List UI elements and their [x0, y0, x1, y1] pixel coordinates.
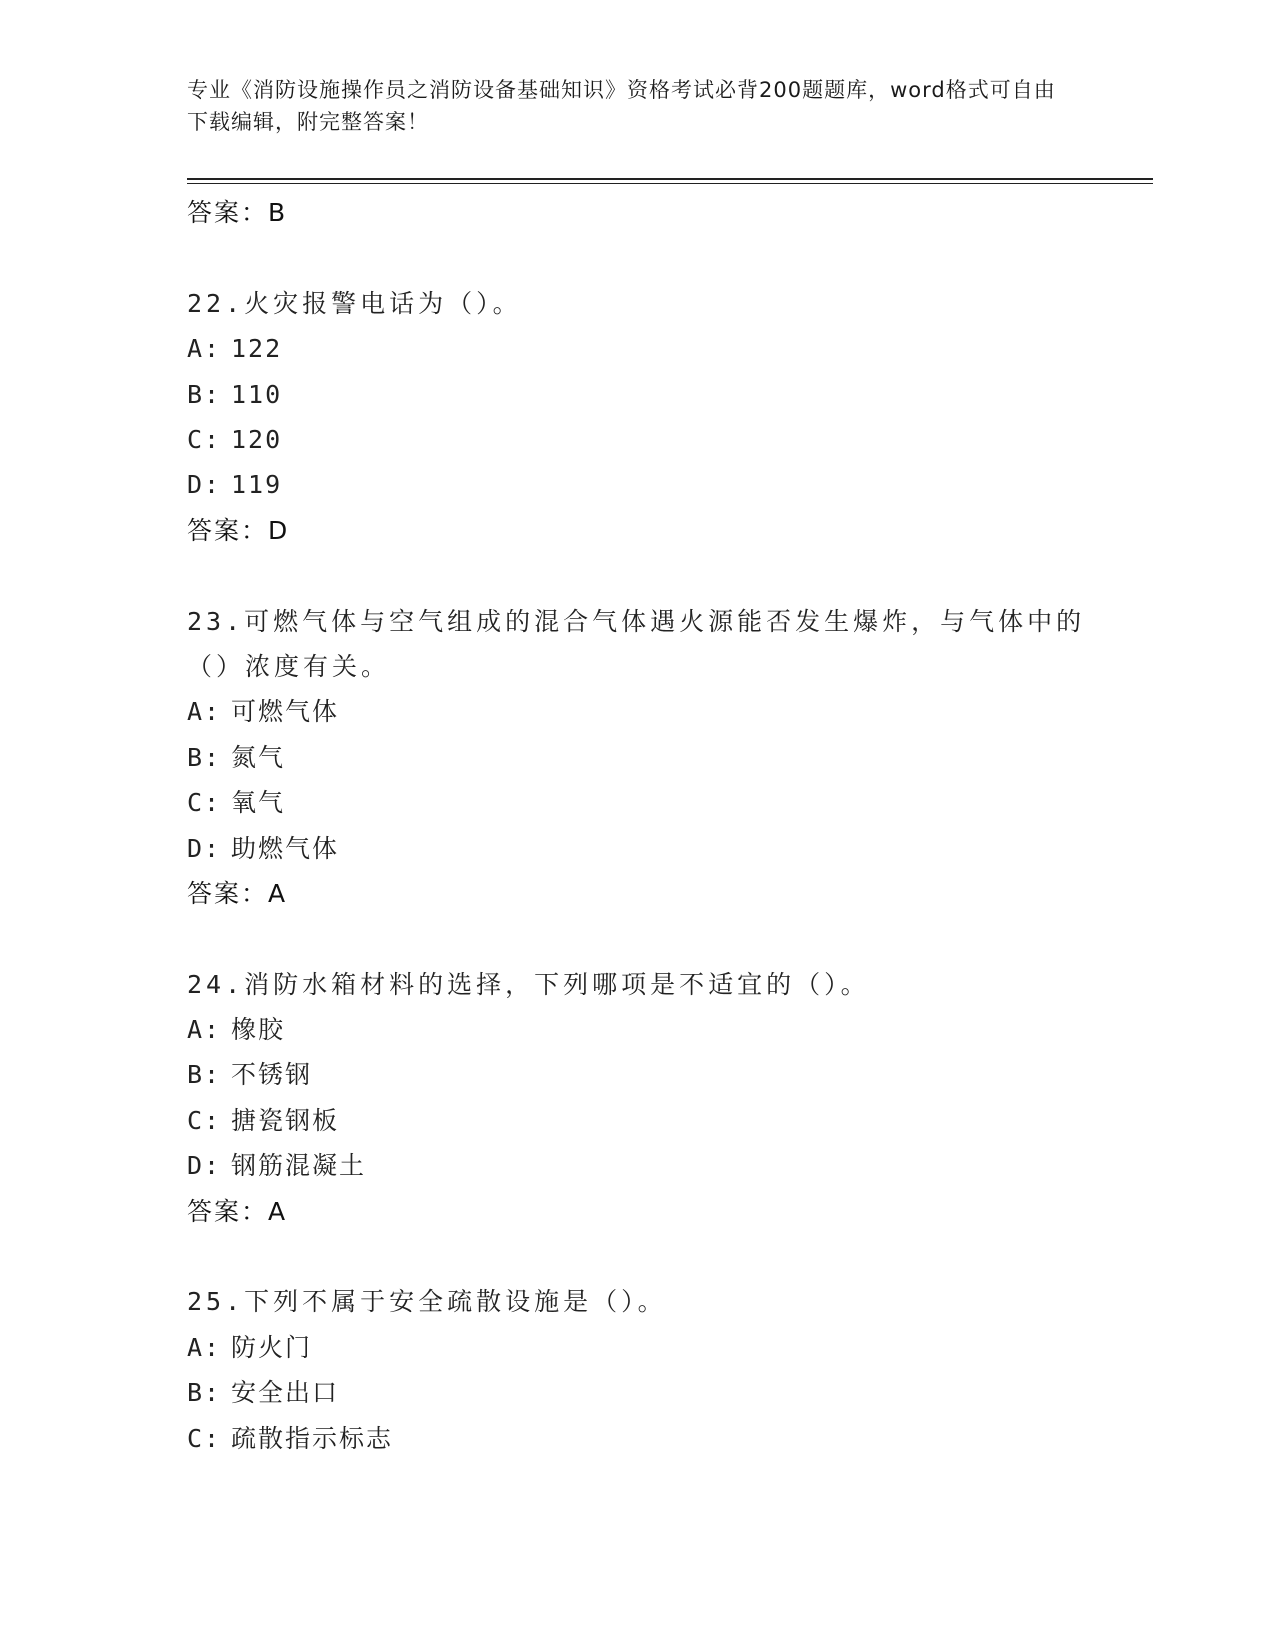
- answer-line: 答案：A: [187, 1196, 288, 1226]
- option-b: [187, 735, 1087, 780]
- option-value: 氧气: [231, 788, 286, 818]
- option-key: B:: [187, 1378, 222, 1408]
- option-value: 橡胶: [231, 1015, 286, 1045]
- question-text: 24.消防水箱材料的选择，下列哪项是不适宜的（）。: [187, 969, 870, 999]
- question-list: [187, 190, 1087, 1461]
- option-key: B:: [187, 742, 222, 772]
- option-d: [187, 462, 1087, 507]
- option-key: C:: [187, 1105, 222, 1135]
- option-c: [187, 1098, 1087, 1143]
- option-key: A:: [187, 1332, 222, 1362]
- question-block: [187, 599, 1087, 917]
- previous-answer: 答案：B: [187, 198, 288, 227]
- option-key: A:: [187, 1015, 222, 1045]
- spacer: [187, 553, 1087, 598]
- option-a: [187, 1325, 1087, 1370]
- option-key: D:: [187, 833, 222, 863]
- answer-line: 答案：A: [187, 878, 288, 908]
- option-value: 110: [231, 379, 283, 409]
- option-value: 可燃气体: [231, 697, 340, 727]
- option-c: [187, 1416, 1087, 1461]
- answer-line: 答案：D: [187, 515, 290, 545]
- option-value: 120: [231, 424, 283, 454]
- question-text: 22.火灾报警电话为（）。: [187, 288, 522, 318]
- option-value: 氮气: [231, 742, 286, 772]
- option-value: 防火门: [231, 1332, 313, 1362]
- header-rule-thin: [187, 183, 1153, 184]
- option-key: A:: [187, 334, 222, 364]
- option-key: B:: [187, 1060, 222, 1090]
- spacer: [187, 235, 1087, 280]
- option-value: 119: [231, 470, 283, 500]
- spacer: [187, 916, 1087, 961]
- spacer: [187, 1234, 1087, 1279]
- option-value: 助燃气体: [231, 833, 340, 863]
- option-key: A:: [187, 697, 222, 727]
- option-d: [187, 826, 1087, 871]
- option-c: [187, 780, 1087, 825]
- option-c: [187, 417, 1087, 462]
- option-value: 不锈钢: [231, 1060, 313, 1090]
- question-text: 25.下列不属于安全疏散设施是（）。: [187, 1287, 667, 1317]
- option-b: [187, 372, 1087, 417]
- option-key: C:: [187, 424, 222, 454]
- option-a: [187, 689, 1087, 734]
- option-key: D:: [187, 470, 222, 500]
- option-b: [187, 1370, 1087, 1415]
- option-key: D:: [187, 1151, 222, 1181]
- header-rule-thick: [187, 178, 1153, 180]
- option-d: [187, 1143, 1087, 1188]
- option-value: 搪瓷钢板: [231, 1105, 340, 1135]
- option-a: [187, 1007, 1087, 1052]
- option-key: C:: [187, 788, 222, 818]
- option-b: [187, 1052, 1087, 1097]
- question-block: [187, 1279, 1087, 1461]
- document-header: 专业《消防设施操作员之消防设备基础知识》资格考试必背200题题库，word格式可自由下载编辑，附完整答案！: [187, 78, 1056, 134]
- question-text: 23.可燃气体与空气组成的混合气体遇火源能否发生爆炸，与气体中的（）浓度有关。: [187, 606, 1086, 681]
- option-value: 122: [231, 334, 283, 364]
- option-key: B:: [187, 379, 222, 409]
- option-value: 钢筋混凝土: [231, 1151, 367, 1181]
- question-block: [187, 962, 1087, 1234]
- option-a: [187, 326, 1087, 371]
- option-value: 疏散指示标志: [231, 1423, 394, 1453]
- option-key: C:: [187, 1423, 222, 1453]
- option-value: 安全出口: [231, 1378, 340, 1408]
- question-block: [187, 281, 1087, 553]
